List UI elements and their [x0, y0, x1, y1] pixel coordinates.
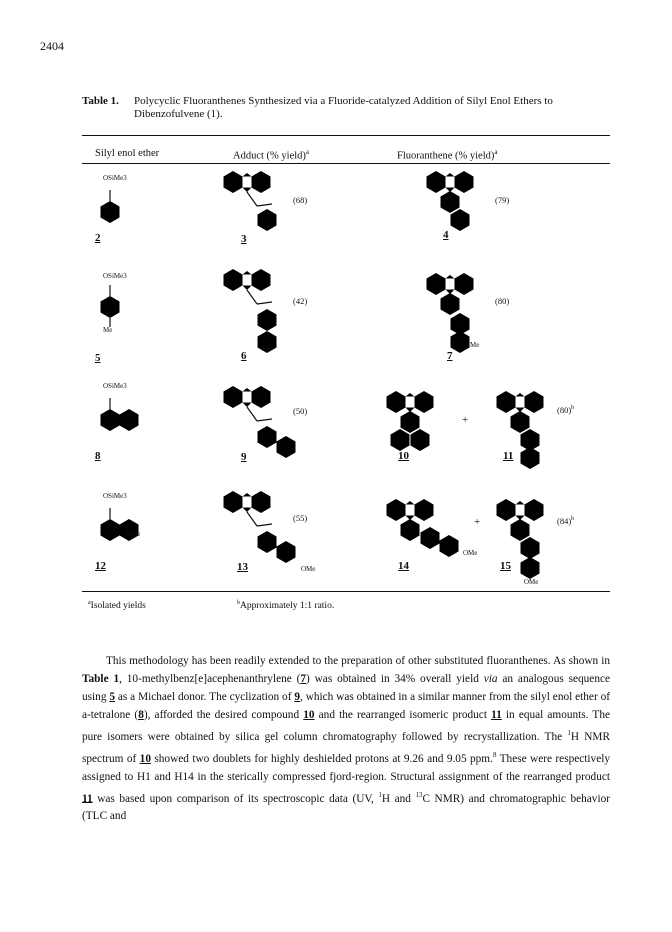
compound-11: 11 [503, 450, 514, 462]
adduct-yield-13: (55) [293, 513, 308, 523]
ether-structure-5 [88, 272, 148, 342]
compound-15: 15 [500, 560, 511, 572]
adduct-structure-6 [212, 268, 302, 358]
footnote-a: $^a$Isolated yields [88, 600, 146, 612]
compound-6: 6 [241, 350, 247, 362]
adduct-structure-9 [212, 385, 302, 475]
compound-13: 13 [237, 561, 248, 573]
adduct-me-6: Me [262, 345, 272, 353]
fluoranthene-yield-14-15: $(84)^b$ [557, 516, 575, 526]
col-header-adduct: Adduct (% yield)$^a$ [233, 148, 310, 162]
table-bottom-rule [82, 591, 610, 592]
compound-7: 7 [447, 350, 453, 362]
fluoranthene-yield-10-11: $(80)^b$ [557, 405, 575, 415]
fluoranthene-structure-7 [415, 262, 505, 352]
caption-label: Table 1. [82, 95, 119, 107]
col-header-ether: Silyl enol ether [95, 148, 160, 159]
compound-8: 8 [95, 450, 101, 462]
compound-14: 14 [398, 560, 409, 572]
fluoranthene-yield-7: (80) [495, 296, 510, 306]
plus-sign-2: + [474, 516, 481, 528]
fluoranthene-ome-15: OMe [524, 578, 539, 586]
compound-9: 9 [241, 451, 247, 463]
body-paragraph: This methodology has been readily extended to the preparation of other substituted fluoranthenes. As shown in Table 1, 10-methylbenz[e]acephenanthrylene (7) was obtained in 34% overall yield via an analogous sequence using 5 as a Michael donor. The cyclization of 9, which was obtained in a similar manner from the silyl enol ether of a-tetralone (8), afforded the desired compound 10 and the rearranged isomeric product 11 in equal amounts. The pure isomers were obtained by silica gel column chromatography followed by recrystallization. The $^1$H NMR spectrum of 10 showed two doublets for highly deshielded protons at 9.26 and 9.05 ppm.$^8$ These were respectively assigned to H1 and H14 in the sterically compressed fjord-region. Structural assignment of the rearranged product 11 was based upon comparison of its spectroscopic data (UV, $^1$H and $^{13}$C NMR) and chromatographic behavior (TLC and [82, 655, 610, 823]
fluoranthene-structure-15 [485, 488, 575, 588]
ether-label-12: OSiMe3 [103, 492, 127, 500]
ether-structure-8 [88, 382, 158, 442]
adduct-yield-9: (50) [293, 406, 308, 416]
plus-sign-1: + [462, 414, 469, 426]
adduct-yield-3: (68) [293, 195, 308, 205]
ether-label-5: OSiMe3 [103, 272, 127, 280]
compound-4: 4 [443, 229, 449, 241]
adduct-ome-13: OMe [301, 565, 316, 573]
fluoranthene-me-7: Me [470, 341, 480, 349]
fluoranthene-structure-11 [485, 380, 575, 470]
compound-2: 2 [95, 232, 101, 244]
footnote-b: $^b$Approximately 1:1 ratio. [237, 600, 335, 612]
col-header-fluoranthene: Fluoranthene (% yield)$^a$ [397, 148, 498, 162]
ether-label-2: OSiMe3 [103, 174, 127, 182]
caption-text: Polycyclic Fluoranthenes Synthesized via a Fluoride-catalyzed Addition of Silyl Enol Ethers to Dibenzofulvene (1). [134, 95, 553, 120]
fluoranthene-ome-14: OMe [463, 549, 478, 557]
ether-label-8: OSiMe3 [103, 382, 127, 390]
ether-me-5: Me [103, 326, 113, 334]
ether-ome-12: OMe [126, 530, 141, 538]
table-caption [82, 95, 622, 121]
compound-12: 12 [95, 560, 106, 572]
compound-10: 10 [398, 450, 409, 462]
adduct-yield-6: (42) [293, 296, 308, 306]
adduct-structure-13 [212, 490, 312, 580]
compound-5: 5 [95, 352, 101, 364]
page-number: 2404 [40, 39, 64, 53]
fluoranthene-structure-10 [370, 380, 470, 470]
table-top-rule [82, 135, 610, 136]
fluoranthene-yield-4: (79) [495, 195, 510, 205]
compound-3: 3 [241, 233, 247, 245]
table-header-rule [82, 163, 610, 164]
fluoranthene-structure-4 [415, 170, 505, 250]
ether-structure-12 [88, 492, 168, 552]
adduct-structure-3 [212, 170, 302, 250]
